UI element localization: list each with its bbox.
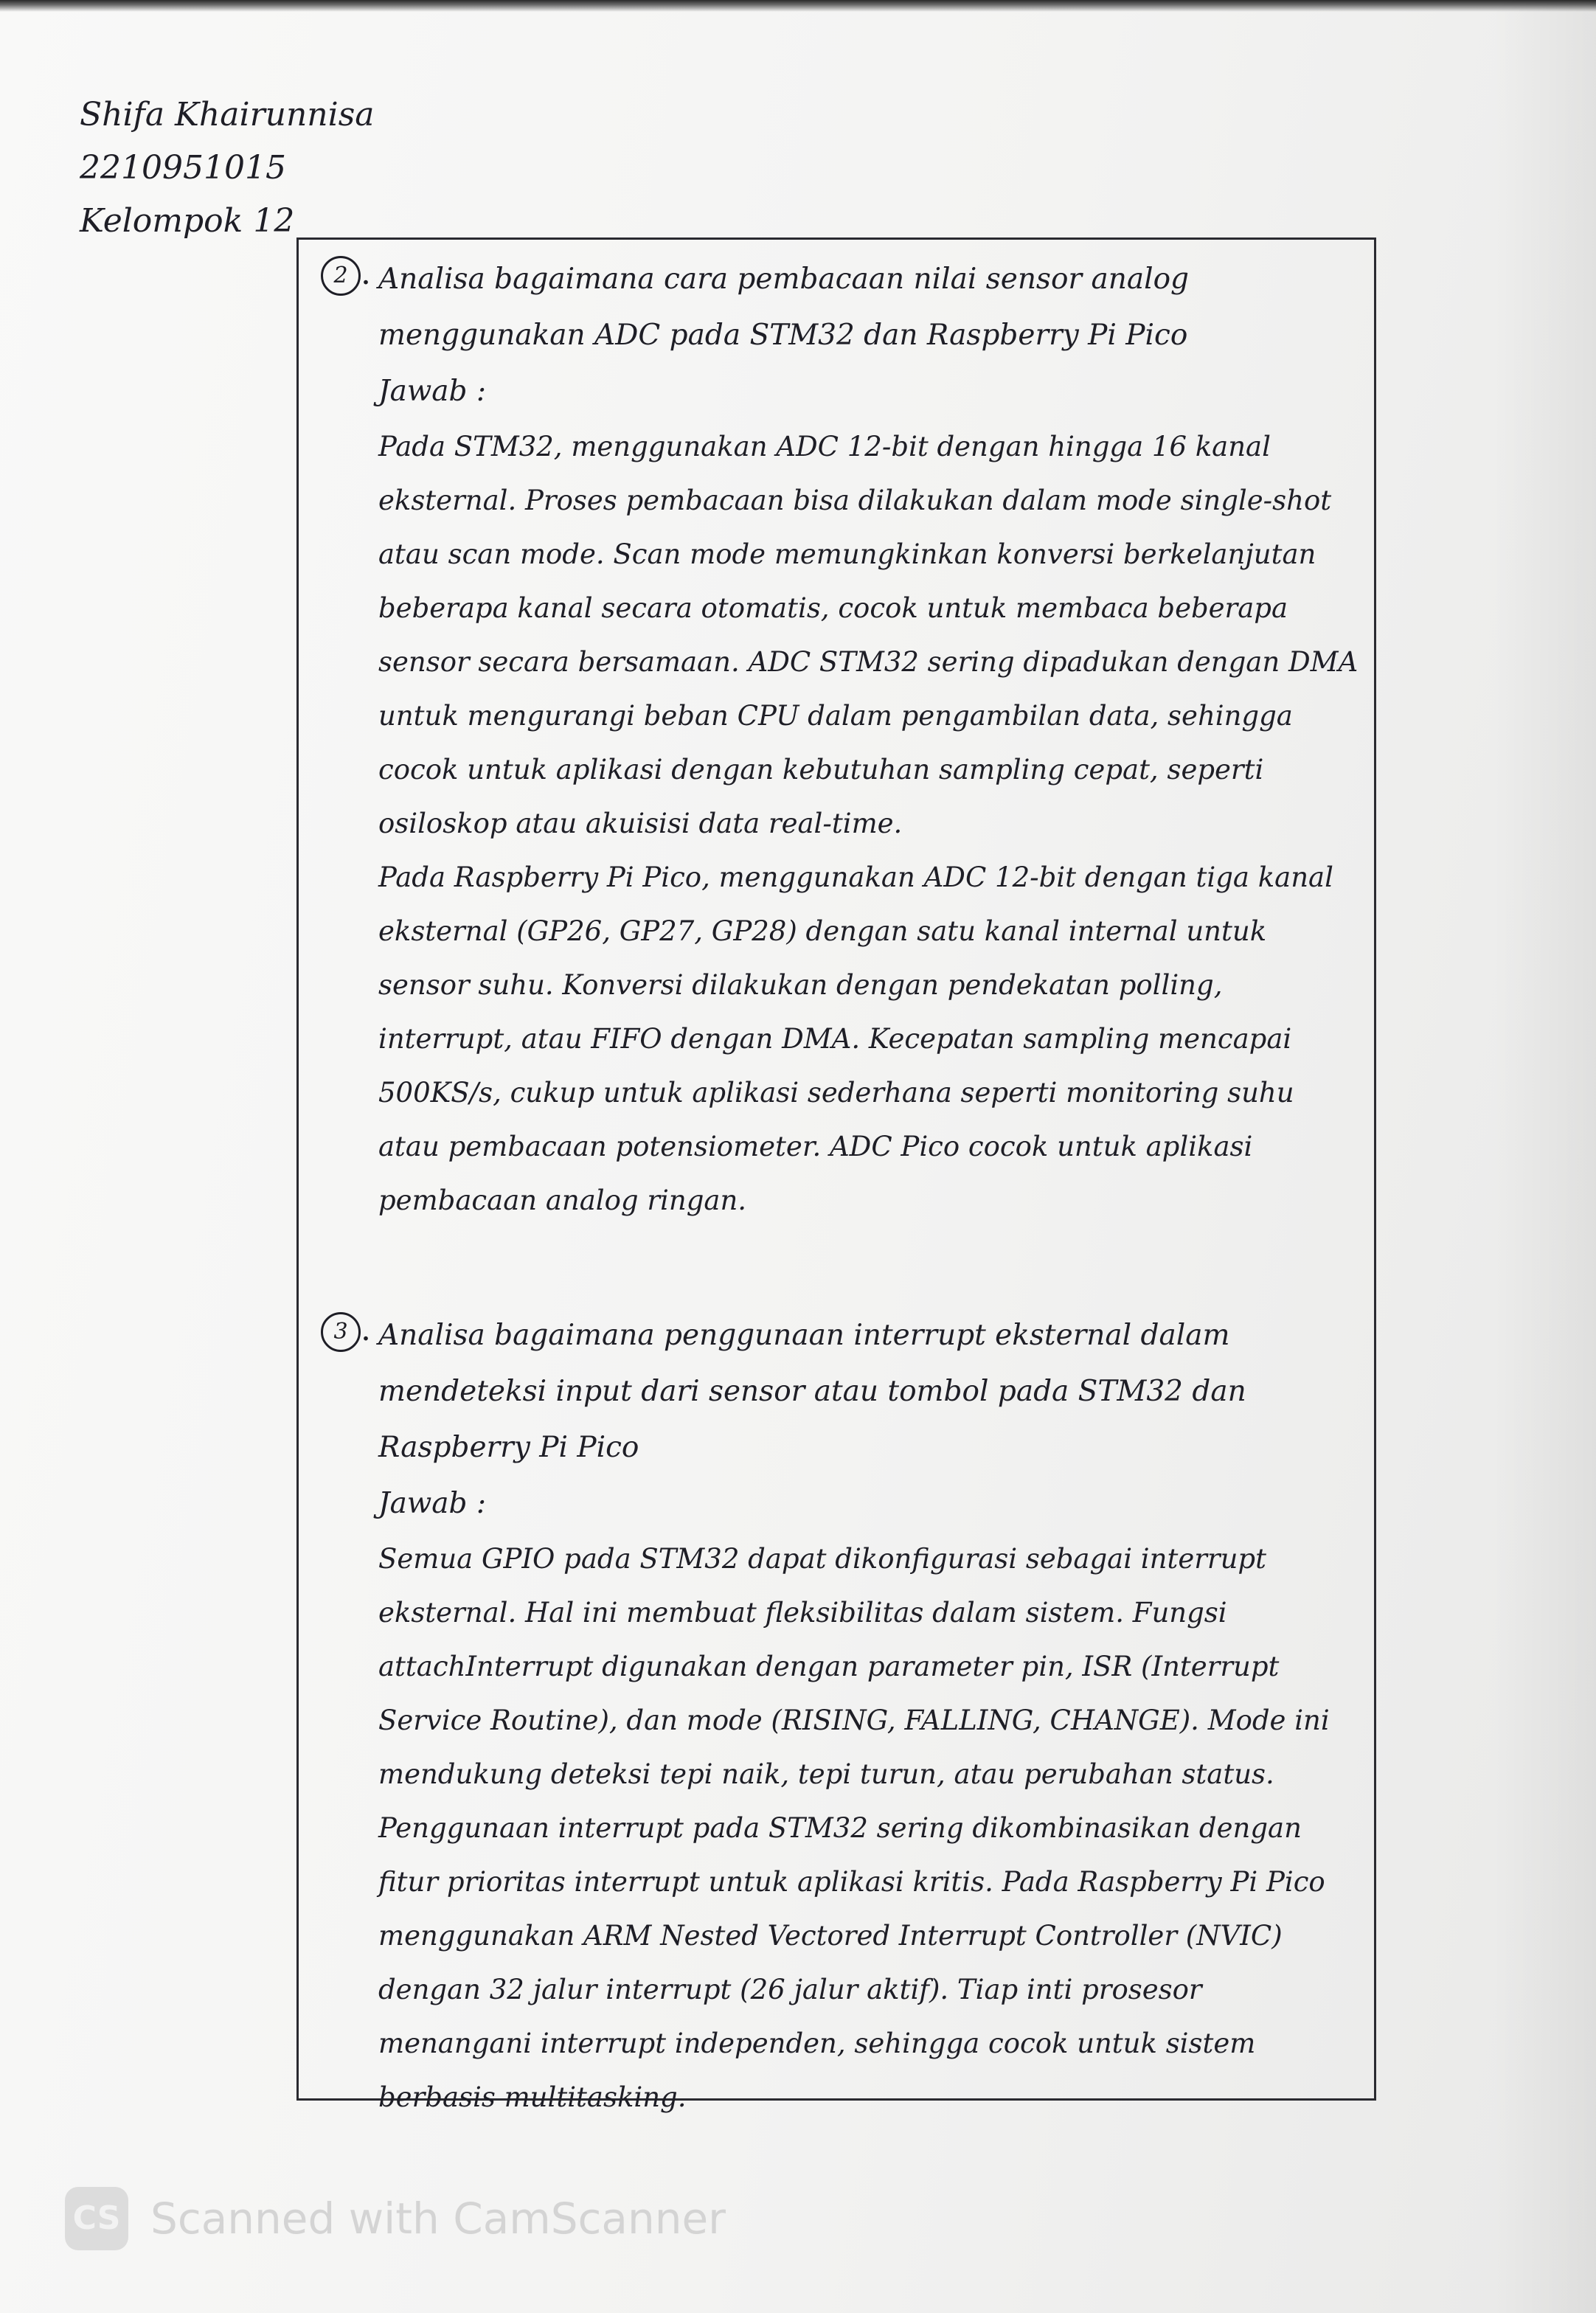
question-text: Analisa bagaimana penggunaan interrupt eksternal dalam mendeteksi input dari sensor atau tombol pada STM32 dan Raspberry Pi Pico	[378, 1319, 1246, 1464]
answer-label: Jawab :	[378, 375, 487, 408]
question-dot: .	[361, 254, 371, 292]
camscanner-watermark	[65, 2189, 726, 2248]
paper-shade	[1493, 0, 1596, 2313]
student-group: Kelompok 12	[80, 202, 295, 240]
answer-text: Semua GPIO pada STM32 dapat dikonfigurasi sebagai interrupt eksternal. Hal ini membuat fleksibilitas dalam sistem. Fungsi attachInterrupt digunakan dengan parameter pin, ISR (Interrupt Service Routine), dan mode (RISING, FALLING, CHANGE). Mode ini mendukung deteksi tepi naik, tepi turun, atau perubahan status. Penggunaan interrupt pada STM32 sering dikombinasikan dengan fitur prioritas interrupt untuk aplikasi kritis. Pada Raspberry Pi Pico menggunakan ARM Nested Vectored Interrupt Controller (NVIC) dengan 32 jalur interrupt (26 jalur aktif). Tiap inti prosesor menangani interrupt independen, sehingga cocok untuk sistem berbasis multitasking.	[378, 1543, 1330, 2113]
student-id: 2210951015	[80, 149, 286, 187]
question-section-3	[313, 1308, 1361, 2124]
question-dot: .	[361, 1311, 371, 1348]
student-info	[80, 89, 463, 248]
question-text: Analisa bagaimana cara pembacaan nilai sensor analog menggunakan ADC pada STM32 dan Raspberry Pi Pico	[378, 263, 1190, 352]
answer-text: Pada STM32, menggunakan ADC 12-bit dengan hingga 16 kanal eksternal. Proses pembacaan bisa dilakukan dalam mode single-shot atau scan mode. Scan mode memungkinkan konversi berkelanjutan beberapa kanal secara otomatis, cocok untuk membaca beberapa sensor secara bersamaan. ADC STM32 sering dipadukan dengan DMA untuk mengurangi beban CPU dalam pengambilan data, sehingga cocok untuk aplikasi dengan kebutuhan sampling cepat, seperti osiloskop atau akuisisi data real-time. Pada Raspberry Pi Pico, menggunakan ADC 12-bit dengan tiga kanal eksternal (GP26, GP27, GP28) dengan satu kanal internal untuk sensor suhu. Konversi dilakukan dengan pendekatan polling, interrupt, atau FIFO dengan DMA. Kecepatan sampling mencapai 500KS/s, cukup untuk aplikasi sederhana seperti monitoring suhu atau pembacaan potensiometer. ADC Pico cocok untuk aplikasi pembacaan analog ringan.	[378, 431, 1359, 1216]
answer-box	[296, 237, 1376, 2113]
scan-edge-shadow	[0, 0, 1596, 12]
watermark-text: Scanned with CamScanner	[150, 2194, 726, 2244]
question-number: 3	[321, 1312, 361, 1352]
question-number: 2	[321, 256, 361, 296]
question-row	[313, 1308, 1361, 1476]
question-section-2	[313, 252, 1361, 1227]
answer-label: Jawab :	[378, 1487, 487, 1520]
question-row	[313, 252, 1361, 364]
camscanner-logo-icon: CS	[65, 2187, 128, 2250]
student-name: Shifa Khairunnisa	[80, 96, 375, 133]
